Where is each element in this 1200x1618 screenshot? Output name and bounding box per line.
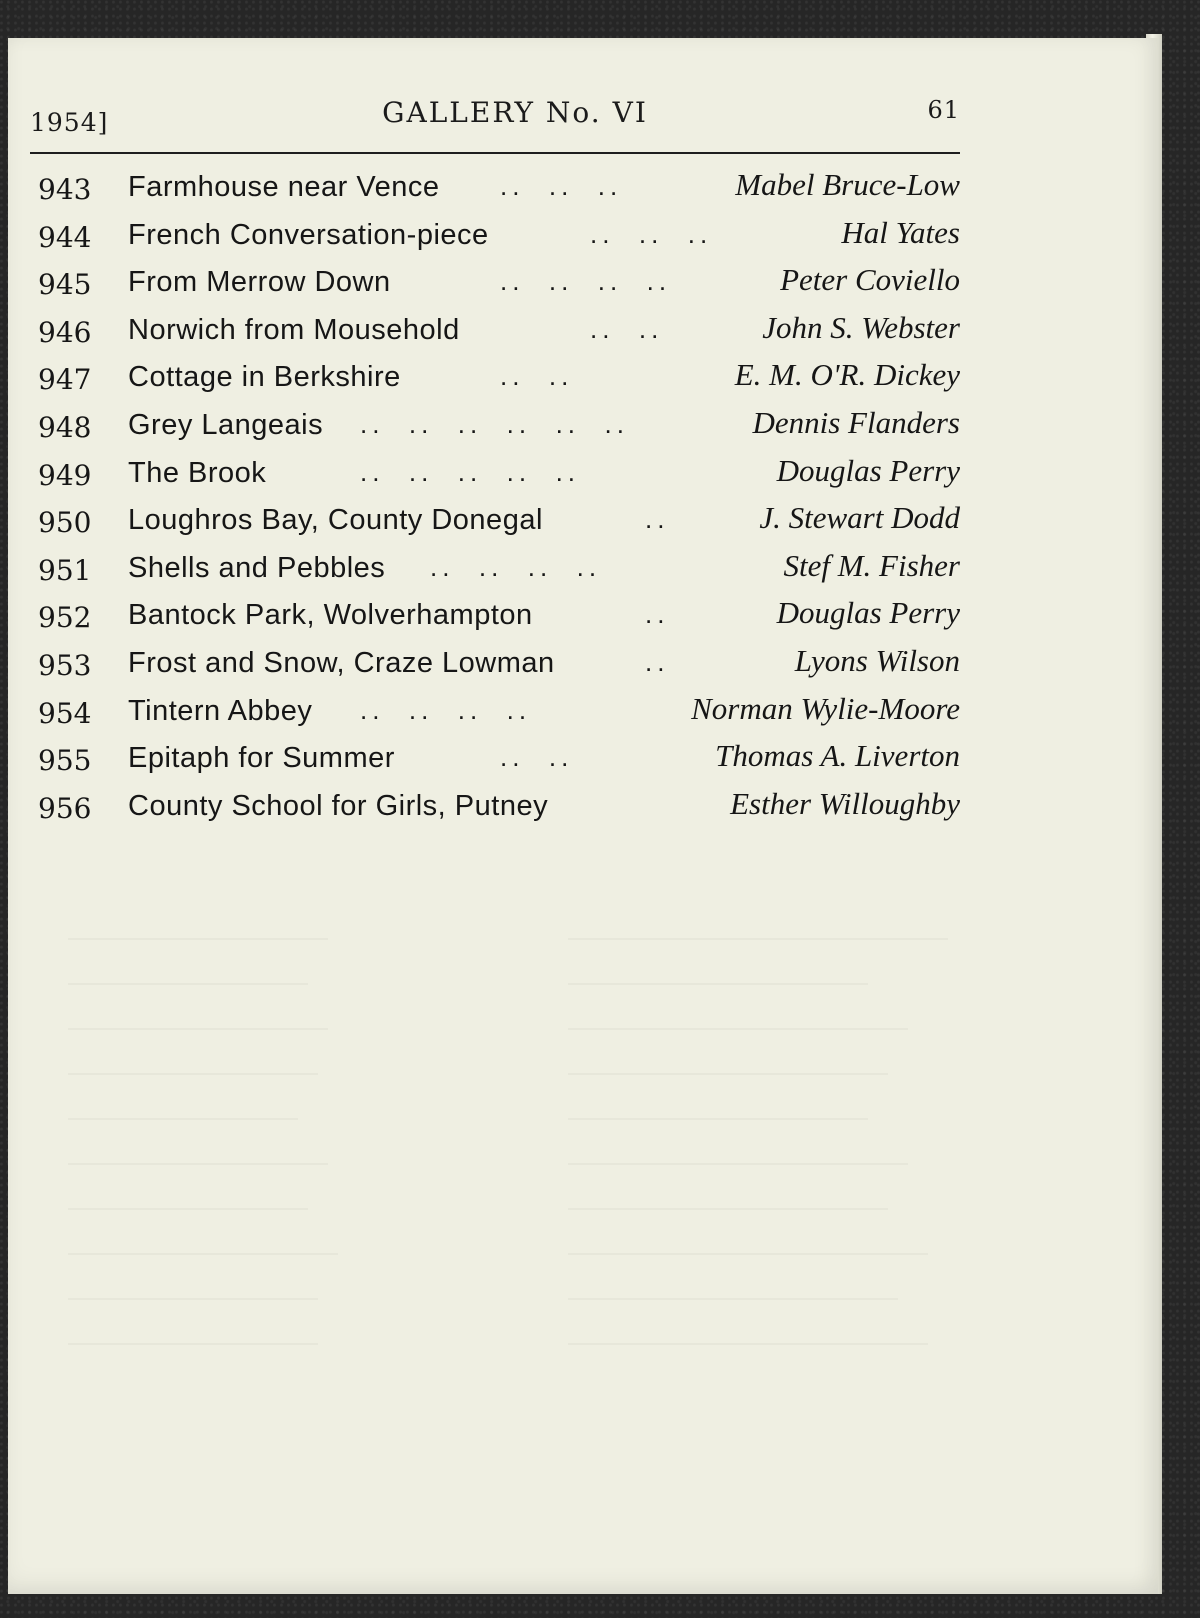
- entry-number: 943: [38, 173, 92, 206]
- entry-artist: Thomas A. Liverton: [715, 738, 960, 774]
- dot-leader: .. .. ..: [590, 218, 713, 249]
- entry-number: 953: [38, 648, 92, 682]
- entry-number: 955: [38, 744, 92, 778]
- entry-number: 946: [38, 315, 92, 349]
- entry-number: 951: [38, 553, 92, 587]
- entry-title: Grey Langeais: [128, 408, 324, 441]
- entry-artist: John S. Webster: [762, 309, 960, 345]
- entry-artist: Hal Yates: [841, 214, 960, 250]
- page-title: GALLERY No. VI: [382, 96, 648, 129]
- entry-number: 947: [38, 363, 92, 397]
- entry-title: Tintern Abbey: [128, 694, 313, 727]
- catalogue-entry: [30, 260, 970, 308]
- entry-artist: E. M. O'R. Dickey: [734, 357, 960, 393]
- entry-number: 944: [38, 220, 92, 254]
- entry-artist: Norman Wylie-Moore: [691, 690, 960, 726]
- entry-number: 952: [38, 601, 92, 635]
- entry-number: 954: [38, 696, 92, 730]
- entry-title: French Conversation-piece: [128, 218, 489, 251]
- dot-leader: .. .. .. ..: [360, 694, 532, 725]
- entry-artist: Mabel Bruce-Low: [735, 167, 960, 202]
- dot-leader: ..: [645, 599, 670, 630]
- dot-leader: .. .. ..: [500, 171, 623, 201]
- entry-title: Epitaph for Summer: [128, 742, 395, 775]
- entry-title: Cottage in Berkshire: [128, 361, 401, 394]
- entry-title: Frost and Snow, Craze Lowman: [128, 646, 555, 679]
- entry-number: 950: [38, 506, 92, 540]
- catalogue-entry: [30, 451, 970, 499]
- dot-leader: ..: [645, 646, 670, 677]
- entry-number: 956: [38, 791, 92, 825]
- entry-artist: Dennis Flanders: [752, 404, 960, 440]
- catalogue-entry: [30, 355, 970, 403]
- dot-leader: .. .. .. ..: [430, 551, 602, 582]
- catalogue-list: [30, 165, 970, 831]
- entry-title: Bantock Park, Wolverhampton: [128, 599, 533, 632]
- page-number: 61: [927, 96, 960, 124]
- entry-title: Shells and Pebbles: [128, 551, 386, 584]
- catalogue-entry: [30, 308, 970, 356]
- catalogue-entry: [30, 593, 970, 641]
- dot-leader: .. .. .. .. ..: [360, 456, 581, 487]
- dot-leader: .. ..: [500, 742, 574, 773]
- catalogue-entry: [30, 213, 970, 261]
- entry-artist: Peter Coviello: [780, 262, 960, 298]
- entry-number: 945: [38, 268, 92, 302]
- entry-title: Norwich from Mousehold: [128, 313, 460, 346]
- dot-leader: .. ..: [500, 361, 574, 392]
- entry-title: From Merrow Down: [128, 266, 391, 299]
- entry-artist: Esther Willoughby: [730, 785, 960, 821]
- dot-leader: .. .. .. ..: [500, 266, 672, 297]
- entry-number: 948: [38, 410, 92, 444]
- header-rule: [30, 152, 960, 154]
- entry-artist: Lyons Wilson: [794, 642, 960, 678]
- dot-leader: .. .. .. .. .. ..: [360, 408, 629, 439]
- catalogue-entry: [30, 546, 970, 594]
- entry-title: The Brook: [128, 456, 267, 489]
- catalogue-entry: [30, 403, 970, 451]
- catalogue-entry: [30, 641, 970, 689]
- entry-number: 949: [38, 458, 92, 492]
- entry-artist: Stef M. Fisher: [783, 547, 960, 583]
- entry-artist: Douglas Perry: [776, 452, 960, 488]
- entry-title: County School for Girls, Putney: [128, 789, 549, 822]
- entry-artist: Douglas Perry: [776, 595, 960, 631]
- entry-title: Farmhouse near Vence: [128, 171, 440, 203]
- catalogue-entry: [30, 689, 970, 737]
- catalogue-entry: [30, 784, 970, 832]
- catalogue-entry: [30, 736, 970, 784]
- catalogue-entry: [30, 498, 970, 546]
- running-header: [30, 96, 960, 146]
- dot-leader: .. ..: [590, 313, 664, 344]
- entry-title: Loughros Bay, County Donegal: [128, 504, 543, 537]
- show-through: [8, 898, 1158, 1458]
- dot-leader: ..: [645, 504, 670, 535]
- entry-artist: J. Stewart Dodd: [759, 500, 960, 536]
- catalogue-entry: [30, 165, 970, 213]
- year-label: 1954]: [30, 108, 109, 137]
